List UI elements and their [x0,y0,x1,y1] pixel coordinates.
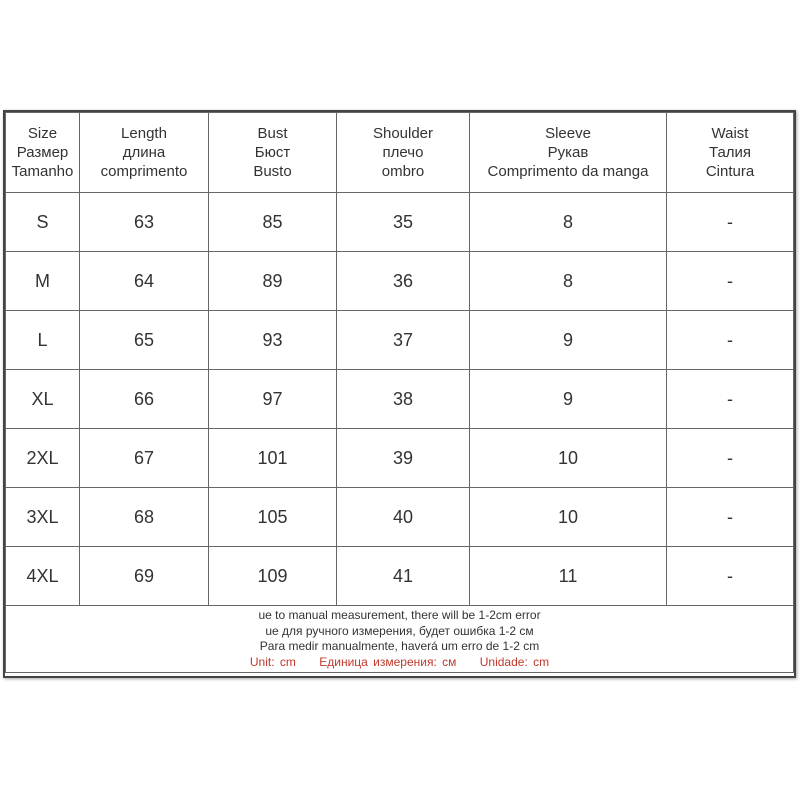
unit-en: Unit: cm [249,654,296,669]
table-row [6,370,794,429]
header-sleeve-ru: Рукав [547,144,589,161]
cell-sleeve: 10 [470,488,667,547]
header-sleeve-pt: Comprimento da manga [487,163,649,180]
cell-size: M [6,252,80,311]
cell-sleeve: 10 [470,429,667,488]
cell-waist: - [667,193,794,252]
cell-length: 69 [80,547,209,606]
cell-shoulder: 38 [337,370,470,429]
cell-bust: 101 [209,429,337,488]
cell-length: 66 [80,370,209,429]
cell-sleeve: 9 [470,370,667,429]
header-waist-en: Waist [711,125,749,142]
header-size-en: Size [27,125,58,142]
header-length-en: Length [121,125,167,142]
header-bust-ru: Бюст [254,144,291,161]
cell-shoulder: 35 [337,193,470,252]
header-bust-en: Bust [257,125,288,142]
cell-size: 4XL [6,547,80,606]
cell-length: 68 [80,488,209,547]
units-line [6,655,793,671]
header-waist-pt: Cintura [705,163,755,180]
cell-waist: - [667,252,794,311]
cell-bust: 89 [209,252,337,311]
header-size-pt: Tamanho [11,163,74,180]
size-chart [3,110,796,678]
note-line-pt: Para medir manualmente, haverá um erro de 1-2 cm [259,639,540,653]
cell-size: 3XL [6,488,80,547]
cell-bust: 97 [209,370,337,429]
note-line-en: ue to manual measurement, there will be 1-2cm error [258,608,541,622]
cell-length: 63 [80,193,209,252]
cell-waist: - [667,547,794,606]
header-shoulder [337,113,470,193]
cell-waist: - [667,311,794,370]
cell-shoulder: 41 [337,547,470,606]
cell-waist: - [667,429,794,488]
cell-bust: 105 [209,488,337,547]
cell-sleeve: 8 [470,193,667,252]
header-size [6,113,80,193]
header-row [6,113,794,193]
header-sleeve [470,113,667,193]
cell-shoulder: 39 [337,429,470,488]
header-shoulder-en: Shoulder [372,125,434,142]
header-waist [667,113,794,193]
cell-shoulder: 40 [337,488,470,547]
header-sleeve-en: Sleeve [545,125,591,142]
cell-length: 65 [80,311,209,370]
cell-waist: - [667,488,794,547]
cell-shoulder: 36 [337,252,470,311]
header-length-ru: длина [122,144,166,161]
table-row [6,252,794,311]
header-length-pt: comprimento [100,163,188,180]
unit-ru: Единица измерения: см [319,654,457,669]
notes-cell [6,606,794,673]
header-shoulder-ru: плечо [382,144,424,161]
header-waist-ru: Талия [708,144,752,161]
cell-size: S [6,193,80,252]
table-row [6,547,794,606]
cell-sleeve: 9 [470,311,667,370]
cell-bust: 109 [209,547,337,606]
table-row [6,311,794,370]
cell-sleeve: 11 [470,547,667,606]
cell-length: 67 [80,429,209,488]
cell-size: 2XL [6,429,80,488]
cell-sleeve: 8 [470,252,667,311]
cell-size: L [6,311,80,370]
header-bust-pt: Busto [253,163,292,180]
cell-length: 64 [80,252,209,311]
header-length [80,113,209,193]
header-shoulder-pt: ombro [381,163,425,180]
header-bust [209,113,337,193]
cell-bust: 93 [209,311,337,370]
header-size-ru: Размер [16,144,69,161]
notes-row [6,606,794,673]
size-table [5,112,794,673]
cell-size: XL [6,370,80,429]
note-line-ru: ue для ручного измерения, будет ошибка 1-2 см [265,623,534,638]
cell-bust: 85 [209,193,337,252]
cell-shoulder: 37 [337,311,470,370]
cell-waist: - [667,370,794,429]
table-row [6,429,794,488]
table-row [6,488,794,547]
table-row [6,193,794,252]
unit-pt: Unidade: cm [479,654,550,669]
